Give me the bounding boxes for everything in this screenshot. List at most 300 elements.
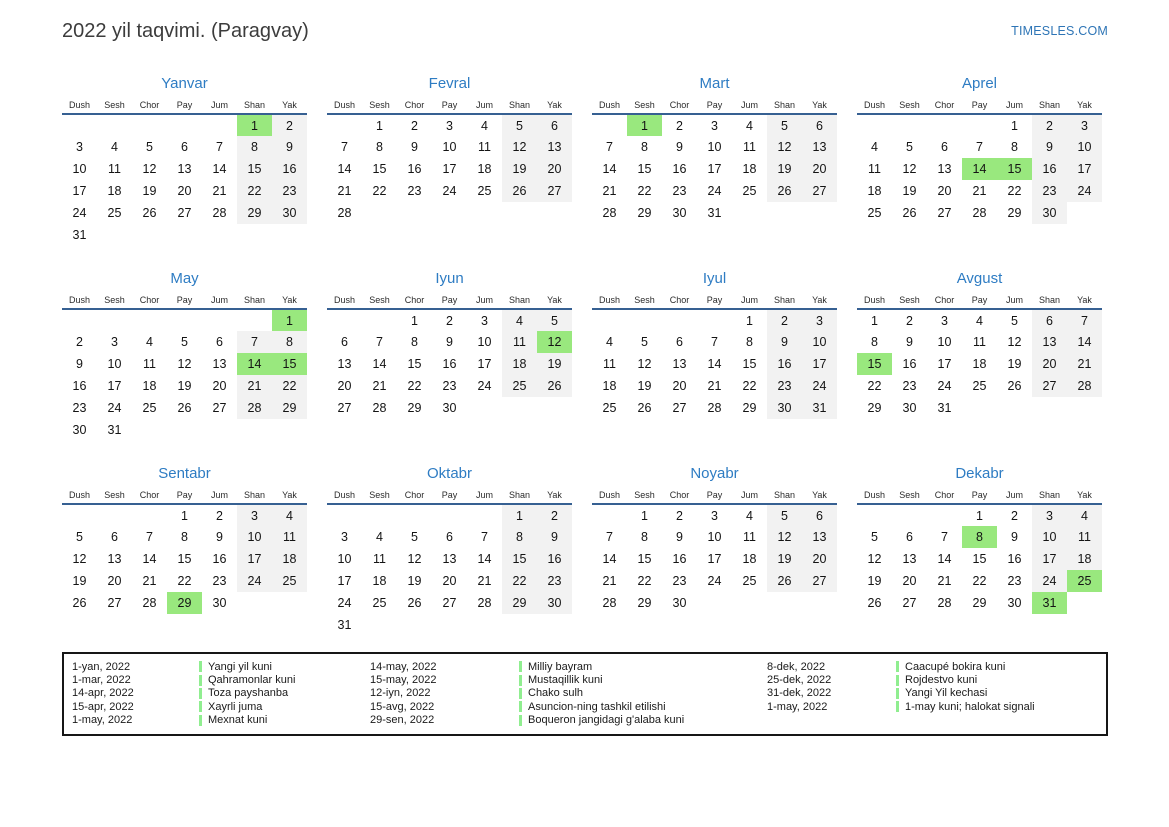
- month-table: [592, 295, 837, 419]
- week-row: [62, 570, 307, 592]
- week-row: [592, 397, 837, 419]
- day-cell: [327, 504, 362, 526]
- day-cell: [132, 114, 167, 136]
- holiday-day-cell: 25: [1067, 570, 1102, 592]
- day-cell: 18: [602, 379, 617, 393]
- day-cell: 10: [937, 335, 952, 349]
- day-cell: 27: [337, 401, 352, 415]
- holiday-date: 1-yan, 2022: [72, 660, 131, 673]
- day-cell: 25: [742, 574, 757, 588]
- month-avgust: [857, 270, 1102, 443]
- day-cell: 24: [707, 184, 722, 198]
- weekday-header: Shan: [1038, 100, 1061, 110]
- week-row: [592, 202, 837, 224]
- holiday-label: [519, 661, 592, 673]
- day-cell: 3: [76, 140, 83, 154]
- weekday-header-row: [857, 490, 1102, 504]
- weekday-header: Sesh: [899, 295, 920, 305]
- day-cell: [362, 309, 397, 331]
- day-cell: 2: [446, 313, 453, 328]
- day-cell: 30: [672, 206, 687, 220]
- weekday-header: Shan: [243, 295, 266, 305]
- day-cell: 16: [767, 353, 802, 375]
- day-cell: 10: [337, 552, 352, 566]
- week-row: [857, 331, 1102, 353]
- holiday-day-cell: 15: [857, 353, 892, 375]
- weekday-header: Sesh: [369, 490, 390, 500]
- day-cell: 30: [902, 401, 917, 415]
- day-cell: 11: [603, 357, 616, 371]
- day-cell: [767, 592, 802, 614]
- week-row: [592, 158, 837, 180]
- holiday-entry: [72, 714, 370, 727]
- day-cell: [962, 114, 997, 136]
- day-cell: 12: [767, 136, 802, 158]
- day-cell: 27: [177, 206, 192, 220]
- month-dekabr: [857, 465, 1102, 638]
- weekday-header: Jum: [740, 490, 758, 500]
- week-row: [592, 114, 837, 136]
- weekday-header: Chor: [139, 490, 160, 500]
- day-cell: 7: [941, 530, 948, 544]
- day-cell: 21: [972, 184, 987, 198]
- holiday-name: Yangi yil kuni: [208, 660, 272, 673]
- day-cell: 2: [767, 309, 802, 331]
- day-cell: 16: [1007, 552, 1022, 566]
- day-cell: 18: [272, 548, 307, 570]
- month-title: Aprel: [961, 75, 998, 92]
- holiday-label: [199, 661, 272, 673]
- holiday-date: 8-dek, 2022: [767, 660, 826, 673]
- day-cell: 28: [337, 206, 352, 220]
- month-iyul: [592, 270, 837, 443]
- months-grid: [62, 75, 1108, 638]
- day-cell: 14: [937, 552, 952, 566]
- day-cell: 15: [372, 162, 387, 176]
- site-link[interactable]: TIMESLES.COM: [1011, 24, 1108, 38]
- holiday-marker: [896, 701, 899, 712]
- day-cell: 19: [867, 574, 882, 588]
- day-cell: 9: [76, 357, 83, 371]
- day-cell: 18: [142, 379, 157, 393]
- week-row: [592, 309, 837, 331]
- week-row: [62, 331, 307, 353]
- day-cell: 21: [337, 184, 352, 198]
- day-cell: 19: [72, 574, 87, 588]
- day-cell: 29: [407, 401, 422, 415]
- weekday-header: Pay: [441, 490, 458, 500]
- day-cell: 26: [407, 596, 422, 610]
- holiday-entry: [767, 700, 1098, 713]
- day-cell: 26: [1007, 379, 1022, 393]
- day-cell: 8: [1011, 140, 1018, 154]
- day-cell: 18: [742, 162, 757, 176]
- day-cell: [732, 202, 767, 224]
- day-cell: 1: [411, 313, 418, 328]
- day-cell: [962, 397, 997, 419]
- day-cell: [502, 614, 537, 636]
- weekday-header: Sesh: [634, 295, 655, 305]
- day-cell: [167, 114, 202, 136]
- day-cell: 7: [146, 530, 153, 544]
- holiday-day-cell: 15: [272, 353, 307, 375]
- day-cell: 19: [407, 574, 422, 588]
- month-title: Avgust: [956, 270, 1003, 287]
- day-cell: 14: [602, 162, 617, 176]
- day-cell: 25: [477, 184, 492, 198]
- day-cell: 26: [177, 401, 192, 415]
- day-cell: 1: [871, 313, 878, 328]
- day-cell: 8: [502, 526, 537, 548]
- month-aprel: [857, 75, 1102, 248]
- week-row: [327, 375, 572, 397]
- holiday-date: 12-iyn, 2022: [370, 687, 431, 700]
- weekday-header-row: [592, 100, 837, 114]
- day-cell: 30: [1032, 202, 1067, 224]
- day-cell: 21: [237, 375, 272, 397]
- day-cell: 1: [976, 508, 983, 523]
- day-cell: 3: [111, 335, 118, 349]
- month-may: [62, 270, 307, 443]
- holiday-date: 15-may, 2022: [370, 674, 437, 687]
- weekday-header: Yak: [282, 295, 297, 305]
- day-cell: [1067, 592, 1102, 614]
- day-cell: 20: [107, 574, 122, 588]
- month-table: [592, 490, 837, 614]
- holiday-label: [519, 701, 666, 713]
- day-cell: 23: [672, 574, 687, 588]
- weekday-header: Chor: [404, 295, 425, 305]
- weekday-header: Dush: [863, 490, 885, 500]
- day-cell: 17: [477, 357, 492, 371]
- day-cell: 27: [1032, 375, 1067, 397]
- week-row: [857, 136, 1102, 158]
- week-row: [592, 180, 837, 202]
- week-row: [592, 504, 837, 526]
- day-cell: 3: [1067, 114, 1102, 136]
- week-row: [62, 504, 307, 526]
- holiday-date: 25-dek, 2022: [767, 674, 832, 687]
- day-cell: 5: [641, 335, 648, 349]
- day-cell: [272, 224, 307, 246]
- day-cell: 6: [111, 530, 118, 544]
- day-cell: 1: [1011, 118, 1018, 133]
- week-row: [62, 397, 307, 419]
- holiday-label: [199, 687, 288, 699]
- day-cell: 18: [502, 353, 537, 375]
- day-cell: 23: [672, 184, 687, 198]
- day-cell: [802, 202, 837, 224]
- day-cell: [97, 309, 132, 331]
- weekday-header: Pay: [706, 490, 723, 500]
- month-table: [857, 295, 1102, 419]
- day-cell: 17: [1032, 548, 1067, 570]
- holiday-marker: [199, 661, 202, 672]
- day-cell: 28: [237, 397, 272, 419]
- day-cell: [202, 419, 237, 441]
- weekday-header: Dush: [333, 295, 355, 305]
- weekday-header: Chor: [669, 100, 690, 110]
- week-row: [62, 526, 307, 548]
- holiday-date: 29-sen, 2022: [370, 714, 435, 727]
- weekday-header-row: [857, 295, 1102, 309]
- day-cell: 20: [177, 184, 192, 198]
- day-cell: 26: [537, 375, 572, 397]
- day-cell: 3: [711, 508, 718, 523]
- holiday-name: Qahramonlar kuni: [208, 674, 296, 687]
- day-cell: 29: [272, 397, 307, 419]
- week-row: [857, 158, 1102, 180]
- day-cell: 26: [767, 180, 802, 202]
- holiday-entry: [72, 660, 370, 673]
- weekday-header: Jum: [1005, 100, 1023, 110]
- day-cell: 5: [76, 530, 83, 544]
- holiday-name: Caacupé bokira kuni: [905, 660, 1006, 673]
- day-cell: 13: [442, 552, 457, 566]
- day-cell: 1: [376, 118, 383, 133]
- day-cell: 30: [272, 202, 307, 224]
- day-cell: [167, 224, 202, 246]
- holiday-date: 14-apr, 2022: [72, 687, 134, 700]
- day-cell: 21: [602, 574, 617, 588]
- day-cell: 7: [711, 335, 718, 349]
- week-row: [62, 180, 307, 202]
- week-row: [62, 114, 307, 136]
- month-title: Dekabr: [955, 465, 1004, 482]
- weekday-header: Sesh: [104, 295, 125, 305]
- day-cell: [627, 309, 662, 331]
- holiday-label: [519, 687, 583, 699]
- day-cell: 20: [902, 574, 917, 588]
- day-cell: 11: [743, 530, 756, 544]
- day-cell: [132, 309, 167, 331]
- day-cell: 9: [1032, 136, 1067, 158]
- day-cell: 25: [867, 206, 882, 220]
- day-cell: 5: [502, 114, 537, 136]
- day-cell: 9: [537, 526, 572, 548]
- day-cell: 28: [142, 596, 157, 610]
- weekday-header-row: [62, 490, 307, 504]
- weekday-header: Yak: [547, 490, 562, 500]
- day-cell: 9: [446, 335, 453, 349]
- holiday-name: Xayrli juma: [208, 700, 263, 713]
- holiday-day-cell: 31: [1032, 592, 1067, 614]
- day-cell: 27: [937, 206, 952, 220]
- day-cell: 23: [537, 570, 572, 592]
- day-cell: 16: [672, 552, 687, 566]
- day-cell: 9: [1011, 530, 1018, 544]
- day-cell: 3: [941, 313, 948, 328]
- holiday-day-cell: 1: [272, 309, 307, 331]
- day-cell: [537, 202, 572, 224]
- day-cell: 6: [446, 530, 453, 544]
- day-cell: 29: [972, 596, 987, 610]
- day-cell: 4: [272, 504, 307, 526]
- holiday-date: 1-may, 2022: [767, 700, 828, 713]
- day-cell: 6: [802, 114, 837, 136]
- weekday-header: Chor: [669, 295, 690, 305]
- day-cell: [467, 397, 502, 419]
- day-cell: 23: [72, 401, 87, 415]
- day-cell: 13: [902, 552, 917, 566]
- day-cell: 17: [802, 353, 837, 375]
- day-cell: 22: [742, 379, 757, 393]
- day-cell: 7: [606, 140, 613, 154]
- day-cell: 12: [142, 162, 157, 176]
- day-cell: 23: [407, 184, 422, 198]
- day-cell: 16: [72, 379, 87, 393]
- day-cell: 17: [72, 184, 87, 198]
- day-cell: [362, 614, 397, 636]
- day-cell: 4: [606, 335, 613, 349]
- holiday-label: [896, 687, 987, 699]
- day-cell: 22: [407, 379, 422, 393]
- day-cell: 29: [237, 202, 272, 224]
- day-cell: [62, 114, 97, 136]
- holiday-name: Chako sulh: [528, 687, 584, 700]
- day-cell: [62, 309, 97, 331]
- holiday-day-cell: 14: [237, 353, 272, 375]
- day-cell: [537, 614, 572, 636]
- day-cell: 28: [372, 401, 387, 415]
- week-row: [327, 331, 572, 353]
- day-cell: 12: [177, 357, 192, 371]
- weekday-header: Shan: [773, 295, 796, 305]
- day-cell: 21: [142, 574, 157, 588]
- day-cell: 2: [537, 504, 572, 526]
- holiday-entry: [767, 687, 1098, 700]
- holiday-day-cell: 1: [627, 114, 662, 136]
- week-row: [327, 570, 572, 592]
- day-cell: 17: [1067, 158, 1102, 180]
- weekday-header: Pay: [706, 100, 723, 110]
- day-cell: [97, 504, 132, 526]
- day-cell: 2: [676, 508, 683, 523]
- day-cell: 20: [802, 548, 837, 570]
- weekday-header: Shan: [243, 100, 266, 110]
- holiday-day-cell: 15: [997, 158, 1032, 180]
- day-cell: 7: [376, 335, 383, 349]
- month-table: [327, 490, 572, 636]
- week-row: [857, 570, 1102, 592]
- day-cell: 24: [1067, 180, 1102, 202]
- day-cell: [592, 114, 627, 136]
- weekday-header-row: [857, 100, 1102, 114]
- day-cell: 24: [442, 184, 457, 198]
- holiday-date: 14-may, 2022: [370, 660, 437, 673]
- day-cell: 11: [143, 357, 156, 371]
- day-cell: 11: [1067, 526, 1102, 548]
- holiday-date: 1-mar, 2022: [72, 674, 131, 687]
- day-cell: 3: [237, 504, 272, 526]
- day-cell: 15: [407, 357, 422, 371]
- day-cell: 20: [212, 379, 227, 393]
- day-cell: [502, 202, 537, 224]
- weekday-header: Pay: [971, 490, 988, 500]
- weekday-header: Jum: [210, 490, 228, 500]
- day-cell: 20: [672, 379, 687, 393]
- weekday-header: Dush: [598, 295, 620, 305]
- day-cell: 30: [442, 401, 457, 415]
- holiday-name: Asuncion-ning tashkil etilishi: [528, 700, 666, 713]
- day-cell: 11: [973, 335, 986, 349]
- weekday-header: Jum: [1005, 490, 1023, 500]
- day-cell: 29: [502, 592, 537, 614]
- day-cell: 6: [341, 335, 348, 349]
- day-cell: 28: [477, 596, 492, 610]
- weekday-header-row: [62, 100, 307, 114]
- legend-group: [72, 660, 370, 727]
- day-cell: 26: [637, 401, 652, 415]
- day-cell: [697, 309, 732, 331]
- day-cell: [132, 419, 167, 441]
- day-cell: 27: [107, 596, 122, 610]
- day-cell: 13: [212, 357, 227, 371]
- day-cell: 23: [212, 574, 227, 588]
- day-cell: 26: [867, 596, 882, 610]
- day-cell: [432, 614, 467, 636]
- day-cell: 8: [237, 136, 272, 158]
- day-cell: 25: [502, 375, 537, 397]
- day-cell: 13: [1032, 331, 1067, 353]
- weekday-header: Jum: [1005, 295, 1023, 305]
- month-table: [857, 490, 1102, 614]
- day-cell: 19: [537, 353, 572, 375]
- weekday-header: Jum: [210, 100, 228, 110]
- day-cell: 25: [972, 379, 987, 393]
- day-cell: 9: [767, 331, 802, 353]
- day-cell: [167, 309, 202, 331]
- day-cell: 4: [481, 118, 488, 133]
- day-cell: 18: [972, 357, 987, 371]
- week-row: [592, 570, 837, 592]
- holiday-entry: [767, 660, 1098, 673]
- holiday-name: Milliy bayram: [528, 660, 593, 673]
- day-cell: [592, 309, 627, 331]
- day-cell: 30: [672, 596, 687, 610]
- day-cell: 2: [76, 335, 83, 349]
- weekday-header: Pay: [441, 100, 458, 110]
- day-cell: 2: [272, 114, 307, 136]
- weekday-header: Dush: [863, 295, 885, 305]
- day-cell: 21: [1067, 353, 1102, 375]
- day-cell: 26: [142, 206, 157, 220]
- weekday-header-row: [62, 295, 307, 309]
- day-cell: 8: [641, 530, 648, 544]
- day-cell: 26: [502, 180, 537, 202]
- day-cell: 4: [746, 508, 753, 523]
- weekday-header: Shan: [773, 100, 796, 110]
- day-cell: 14: [1067, 331, 1102, 353]
- day-cell: 29: [867, 401, 882, 415]
- week-row: [857, 180, 1102, 202]
- day-cell: 17: [107, 379, 122, 393]
- holiday-label: [519, 714, 684, 726]
- holiday-name: Mexnat kuni: [208, 714, 268, 727]
- day-cell: 8: [746, 335, 753, 349]
- holiday-name: Rojdestvo kuni: [905, 674, 978, 687]
- day-cell: 20: [442, 574, 457, 588]
- weekday-header: Chor: [934, 295, 955, 305]
- day-cell: 18: [1067, 548, 1102, 570]
- day-cell: 10: [707, 140, 722, 154]
- day-cell: 5: [1011, 313, 1018, 328]
- day-cell: 13: [672, 357, 687, 371]
- day-cell: [432, 504, 467, 526]
- weekday-header: Sesh: [634, 100, 655, 110]
- day-cell: 3: [481, 313, 488, 328]
- day-cell: 31: [937, 401, 952, 415]
